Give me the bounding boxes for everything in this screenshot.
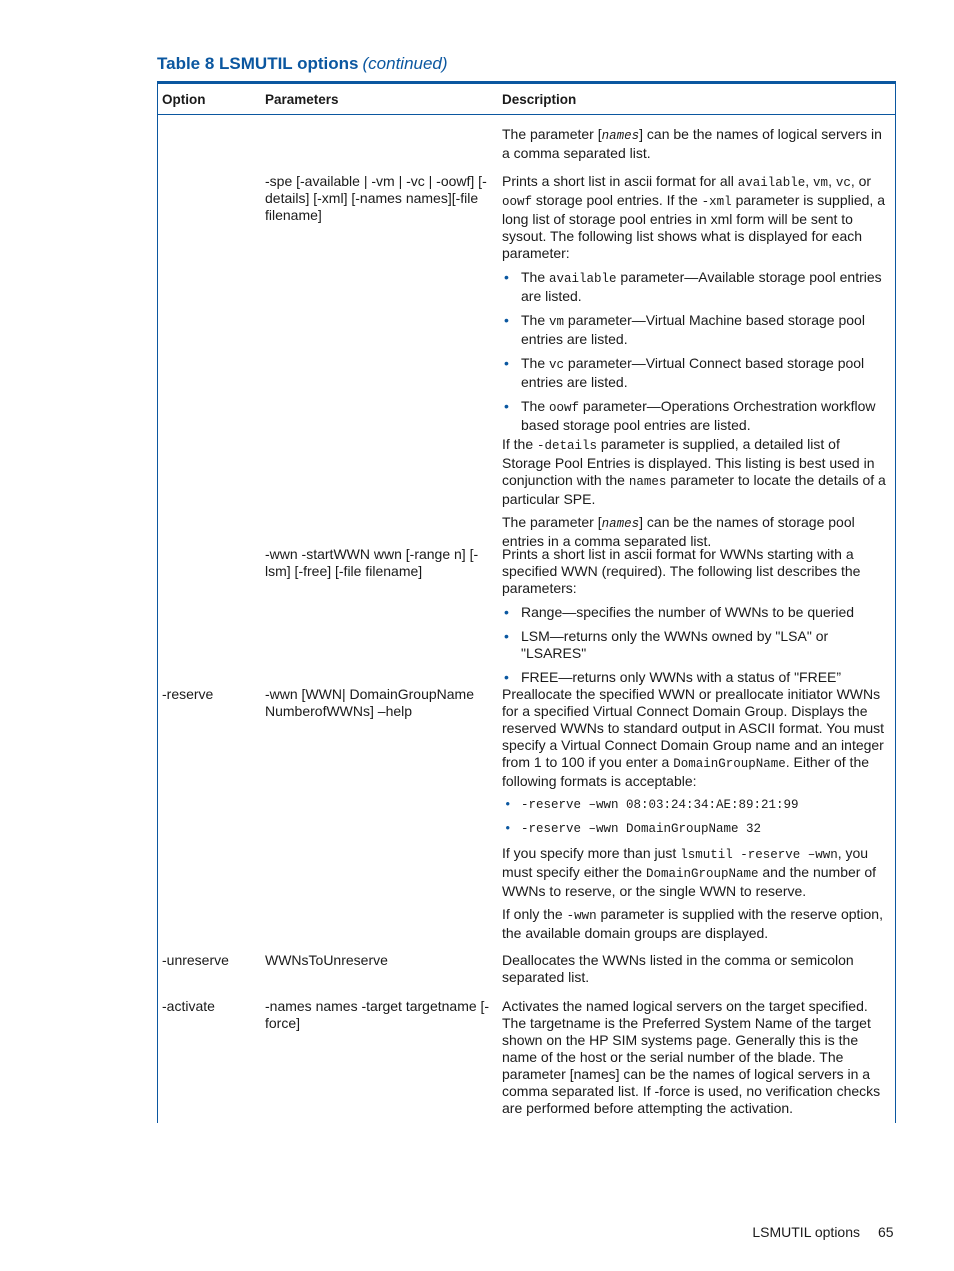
list-item: • The oowf parameter—Operations Orchestration workflow based storage pool entries are listed. [502,398,890,434]
list-item: • FREE—returns only WWNs with a status of "FREE” [502,669,890,686]
column-header-description: Description [502,92,577,107]
wwn-description: Prints a short list in ascii format for WWNs starting with a specified WWN (required). The following list describes the parameters: • Range—specifies the number of WWNs to be queried • LSM—returns only the WWNs owned by "LSA" or "LSARES" • FREE—returns only WWNs with a status of "FREE” [502,546,890,693]
table-caption: Table 8 LSMUTIL options (continued) [157,54,448,73]
unreserve-option: -unreserve [162,952,229,968]
activate-description: Activates the named logical servers on the target specified. The targetname is the Preferred System Name of the target shown on the HP SIM systems page. Generally this is the name of the host or the serial number of the blade. The parameter [names] can be the names of logical servers in a comma separated list. If -force is used, no verification checks are performed before attempting the activation. [502,998,881,1116]
caption-continued: (continued) [362,54,448,73]
list-item: • Range—specifies the number of WWNs to be queried [502,604,890,621]
activate-option: -activate [162,998,215,1014]
list-item: • -reserve –wwn DomainGroupName 32 [502,821,890,838]
page-number: 65 [878,1224,894,1240]
footer-section-title: LSMUTIL options [752,1224,860,1240]
reserve-description: Preallocate the specified WWN or preallocate initiator WWNs for a specified Virtual Connect Domain Group. Displays the reserved WWNs to standard output in ASCII format. You must specify a Virtual Connect Domain Group name and an integer from 1 to 100 if you enter a DomainGroupName. Either of the following formats is acceptable: • -reserve –wwn 08:03:24:34:AE:89:21:99 • -reserve –wwn DomainGroupName 32 If you specify more than just lsmutil -reserve –wwn, you must specify either the DomainGroupName and the number of WWNs to reserve, or the single WWN to reserve. If only the -wwn parameter is supplied with the reserve option, the available domain groups are displayed. [502,686,890,948]
row-names-description: The parameter [names] can be the names of logical servers in a comma separated list. [502,126,882,161]
spe-parameters: -spe [-available | -vm | -vc | -oowf] [-details] [-xml] [-names names][-file filename] [265,173,487,223]
list-item: • The vc parameter—Virtual Connect based storage pool entries are listed. [502,355,890,391]
column-header-option: Option [162,92,206,107]
reserve-parameters: -wwn [WWN| DomainGroupName NumberofWWNs] –help [265,686,475,719]
list-item: • The vm parameter—Virtual Machine based storage pool entries are listed. [502,312,890,348]
wwn-parameters: -wwn -startWWN wwn [-range n] [-lsm] [-free] [-file filename] [265,546,479,579]
column-header-parameters: Parameters [265,92,339,107]
table-top-rule [157,81,896,84]
list-item: • The available parameter—Available storage pool entries are listed. [502,269,890,305]
list-item: • LSM—returns only the WWNs owned by "LSA" or "LSARES" [502,628,890,662]
unreserve-description: Deallocates the WWNs listed in the comma or semicolon separated list. [502,952,854,985]
reserve-option: -reserve [162,686,214,702]
list-item: • -reserve –wwn 08:03:24:34:AE:89:21:99 [502,797,890,814]
spe-description: Prints a short list in ascii format for all available, vm, vc, or oowf storage pool entries. If the -xml parameter is supplied, a long list of storage pool entries in xml form will be sent to sysout. The following list shows what is displayed for each parameter: • The available parameter—Available storage pool entries are listed. • The vm parameter—Virtual Machine based storage pool entries are listed. • The vc parameter—Virtual Connect based storage pool entries are listed. • The oowf parameter—Operations Orchestration workflow based storage pool entries are listed. If the -details parameter is supplied, a detailed list of Storage Pool Entries is displayed. This listing is best used in conjunction with the names parameter to locate the details of a particular SPE. The parameter [names] can be the names of storage pool entries in a comma separated list. [502,173,890,556]
activate-parameters: -names names -target targetname [-force] [265,998,490,1031]
unreserve-parameters: WWNsToUnreserve [265,952,388,968]
table-header-rule [157,114,896,115]
